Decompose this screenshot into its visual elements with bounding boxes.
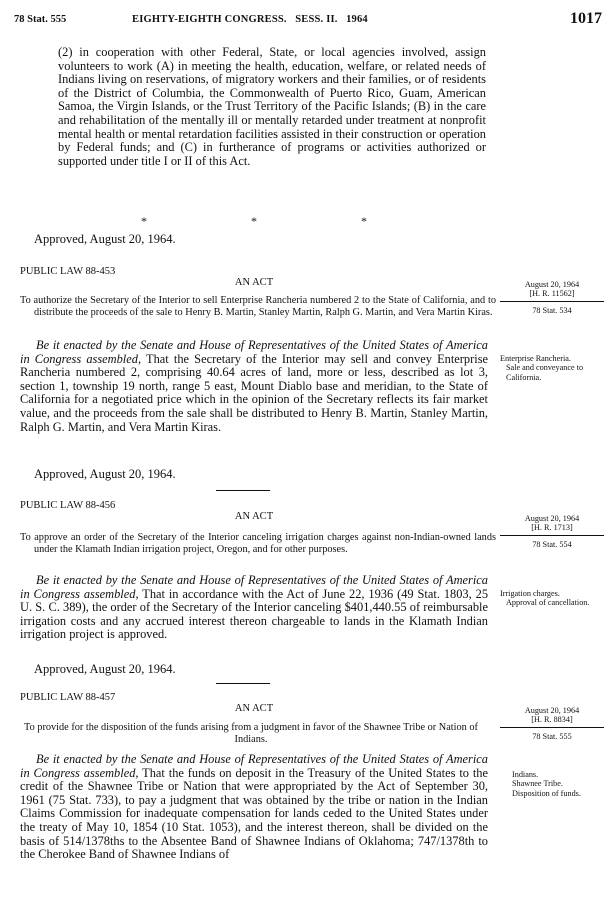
- public-law-heading: PUBLIC LAW 88-456: [20, 500, 116, 511]
- margin-date: August 20, 1964: [524, 514, 580, 523]
- margin-note: Approval of cancellation.: [506, 598, 590, 608]
- margin-bill: [H. R. 8834]: [531, 715, 573, 725]
- star: *: [361, 214, 367, 228]
- margin-stat: 78 Stat. 555: [532, 731, 572, 741]
- star: *: [251, 214, 257, 228]
- margin-rule: [500, 301, 604, 302]
- continuation-approved: Approved, August 20, 1964.: [34, 232, 176, 246]
- margin-bill: [H. R. 1713]: [531, 523, 573, 533]
- an-act-heading: AN ACT: [234, 703, 274, 714]
- continuation-text: (2) in cooperation with other Federal, State, or local agencies involved, assign volunteers to work (A) in meeting the health, education, welfare, or related needs of Indians living on reservations, of migratory workers and their families, or of residents of the District of Columbia, the Commonwealth of Puerto Rico, Guam, American Samoa, the Virgin Islands, or the Trust Territory of the Pacific Islands; (B) in the care and rehabilitation of the mentally ill or mentally retarded under treatment at nonprofit mental health or mental retardation facilities assisted in their construction or operation by Federal funds; and (C) in furtherance of programs or activities authorized or supported under title I or II of this Act.: [58, 45, 486, 168]
- margin-note: Sale and conveyance to California.: [506, 363, 584, 382]
- margin-note: Enterprise Rancheria.: [500, 354, 571, 363]
- running-header: [14, 10, 602, 32]
- act-purpose: To provide for the disposition of the funds arising from a judgment in favor of the Shawnee Tribe or Nation of Indians.: [24, 722, 478, 745]
- act-body: [20, 339, 488, 434]
- header-stat-ref: 78 Stat. 555: [14, 14, 67, 25]
- act-body-text: That the funds on deposit in the Treasury of the United States to the credit of the Shawnee Tribe or Nation that were appropriated by the Act of September 30, 1961 (75 Stat. 733), to pay a judgment that was obtained by the tribe or nation in the Indian Claims Commission for inadequate compensation for lands ceded to the United States under the treaty of May 10, 1854 (10 Stat. 1053), and the interest thereon, shall be divided on the basis of 514/1378ths to the Absentee Band of Shawnee Indians of Oklahoma; 747/1378th to the Cherokee Band of Shawnee Indians of: [20, 765, 489, 862]
- margin-note: Irrigation charges.: [500, 589, 560, 598]
- margin-citation: [500, 514, 604, 549]
- public-law-heading: PUBLIC LAW 88-453: [20, 266, 116, 277]
- margin-citation: [500, 280, 604, 315]
- act-body: [20, 574, 488, 642]
- act-body-text: That in accordance with the Act of June 22, 1936 (49 Stat. 1803, 25 U. S. C. 389), the order of the Secretary of the Interior canceling $401,440.55 of reimbursable irrigation costs and any accrued interest thereon chargeable to lands in the Klamath Indian irrigation project is approved.: [20, 586, 489, 642]
- enacting-clause: Be it enacted by the Senate and House of Representatives of the United States of America in Congress assembled,: [20, 752, 488, 780]
- margin-notes: [500, 589, 604, 608]
- act-approved: Approved, August 20, 1964.: [34, 662, 176, 676]
- act-purpose: To approve an order of the Secretary of the Interior canceling irrigation charges against non-Indian-owned lands under the Klamath Indian irrigation project, Oregon, and for other purposes.: [20, 532, 496, 555]
- star: *: [141, 214, 147, 228]
- act-body: [20, 753, 488, 862]
- act-separator: [216, 683, 270, 684]
- margin-bill: [H. R. 11562]: [529, 289, 575, 299]
- an-act-heading: AN ACT: [234, 511, 274, 522]
- margin-date: August 20, 1964: [524, 706, 580, 715]
- act-purpose: To authorize the Secretary of the Interior to sell Enterprise Rancheria numbered 2 to the State of California, and to distribute the proceeds of the sale to Henry B. Martin, Stanley Martin, Ralph G. Martin, and Vera Martin Kiras.: [20, 295, 496, 318]
- an-act-heading: AN ACT: [234, 277, 274, 288]
- margin-notes: [512, 770, 616, 798]
- enacting-clause: Be it enacted by the Senate and House of Representatives of the United States of America in Congress assembled,: [20, 338, 488, 366]
- margin-stat: 78 Stat. 554: [532, 539, 572, 549]
- margin-note: Disposition of funds.: [512, 788, 581, 798]
- margin-rule: [500, 535, 604, 536]
- public-law-heading: PUBLIC LAW 88-457: [20, 692, 116, 703]
- margin-citation: [500, 706, 604, 741]
- margin-rule: [500, 727, 604, 728]
- act-separator: [216, 490, 270, 491]
- act-approved: Approved, August 20, 1964.: [34, 467, 176, 481]
- margin-date: August 20, 1964: [524, 280, 580, 289]
- margin-stat: 78 Stat. 534: [532, 305, 572, 315]
- section-stars: [20, 214, 488, 229]
- act-body-text: That the Secretary of the Interior may sell and convey Enterprise Rancheria numbered 2, comprising 40.64 acres of land, more or less, described as lot 3, section 1, township 19 north, range 5 east, Mount Diablo base and meridian, to the State of California for a negotiated price which in the opinion of the Secretary reflects its fair market value, and the proceeds from the sale shall be distributed to Henry B. Martin, Stanley Martin, Ralph G. Martin, and Vera Martin Kiras.: [20, 351, 489, 434]
- margin-notes: [500, 354, 604, 382]
- margin-note: Indians.: [512, 770, 539, 779]
- enacting-clause: Be it enacted by the Senate and House of Representatives of the United States of America in Congress assembled,: [20, 573, 488, 601]
- header-title: EIGHTY-EIGHTH CONGRESS. SESS. II. 1964: [132, 14, 368, 25]
- continuation-block: [58, 46, 486, 168]
- page-number: 1017: [570, 10, 602, 27]
- margin-note: Shawnee Tribe.: [512, 779, 563, 789]
